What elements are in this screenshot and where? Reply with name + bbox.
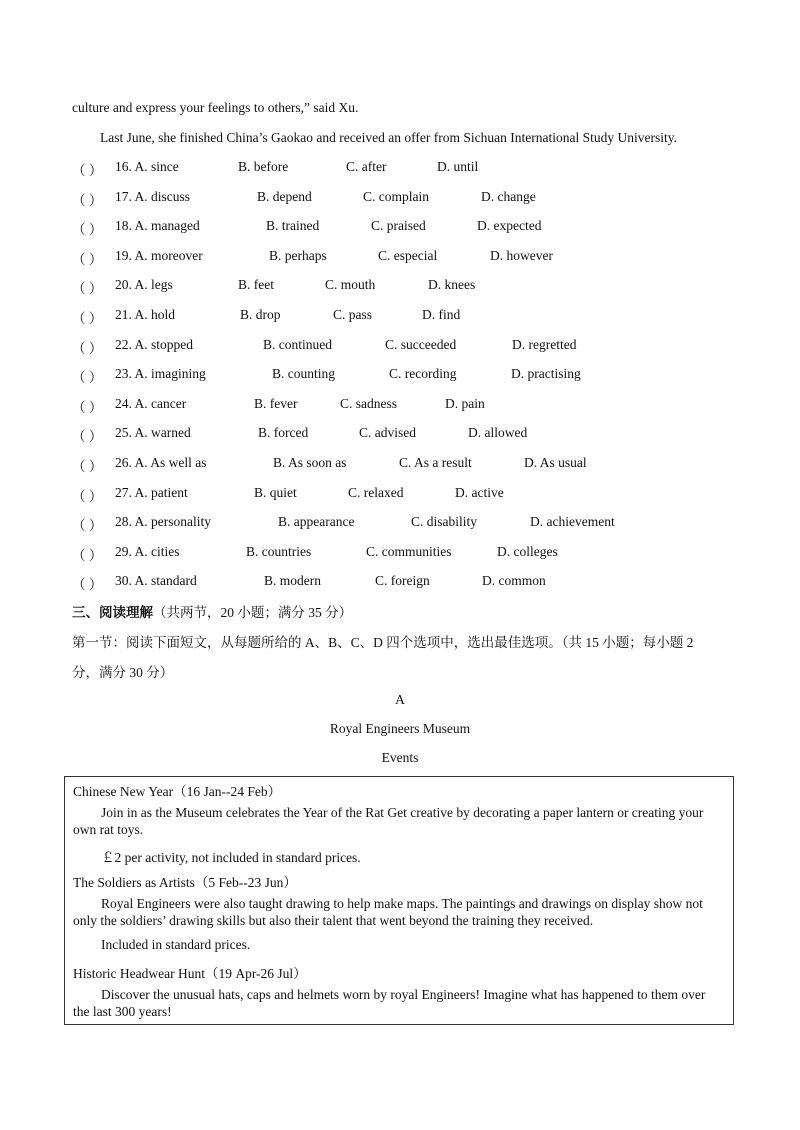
answer-blank[interactable]: （ ） (72, 399, 103, 415)
option-a: 20. A. legs (115, 277, 173, 293)
option-c: C. foreign (375, 573, 430, 589)
question-row (0, 277, 800, 297)
option-a: 29. A. cities (115, 543, 180, 559)
option-b: B. quiet (254, 484, 297, 500)
option-d: D. practising (511, 366, 581, 382)
answer-blank[interactable]: （ ） (72, 281, 103, 297)
question-row (0, 573, 800, 593)
option-d: D. achievement (530, 514, 615, 530)
option-c: C. communities (366, 543, 452, 559)
option-b: B. feet (238, 277, 274, 293)
option-a: 25. A. warned (115, 425, 191, 441)
event-3-body: Discover the unusual hats, caps and helmets worn by royal Engineers! Imagine what has happened to them over the last 300 years! (73, 987, 706, 1019)
option-c: C. mouth (325, 277, 376, 293)
option-b: B. fever (254, 395, 298, 411)
question-row (0, 189, 800, 209)
option-d: D. find (422, 307, 461, 322)
option-b: B. counting (272, 366, 335, 382)
option-c: C. especial (378, 247, 438, 263)
answer-blank[interactable]: （ ） (72, 577, 103, 593)
option-c: C. praised (371, 218, 426, 234)
event-2-price: Included in standard prices. (101, 937, 251, 952)
event-3-title: Historic Headwear Hunt（19 Apr-26 Jul） (73, 966, 307, 981)
option-d: D. pain (445, 395, 485, 411)
option-d: D. active (455, 484, 504, 500)
option-a: 21. A. hold (115, 307, 176, 322)
option-d: D. As usual (524, 455, 587, 470)
event-1-title: Chinese New Year（16 Jan--24 Feb） (73, 784, 282, 799)
option-a: 27. A. patient (115, 484, 188, 500)
question-row (0, 366, 800, 386)
answer-blank[interactable]: （ ） (72, 518, 103, 534)
answer-blank[interactable]: （ ） (72, 311, 103, 326)
answer-blank[interactable]: （ ） (72, 251, 103, 267)
event-2-title: The Soldiers as Artists（5 Feb--23 Jun） (73, 875, 297, 890)
question-row (0, 425, 800, 445)
question-row (0, 307, 800, 327)
option-a: 26. A. As well as (115, 455, 207, 470)
option-b: B. depend (257, 188, 312, 204)
option-a: 28. A. personality (115, 514, 211, 530)
event-1-body: Join in as the Museum celebrates the Year of the Rat Get creative by decorating a paper lantern or creating your own rat toys. (73, 805, 704, 837)
section-title (72, 601, 352, 621)
section-title-note: （共两节，20 小题；满分 35 分） (153, 605, 353, 620)
answer-blank[interactable]: （ ） (72, 370, 103, 386)
passage-letter: A (395, 692, 405, 707)
question-row (0, 337, 800, 357)
option-c: C. after (346, 159, 387, 174)
option-c: C. complain (363, 188, 429, 204)
option-d: D. knees (428, 277, 476, 293)
section-instructions-1: 第一节：阅读下面短文，从每题所给的 A、B、C、D 四个选项中，选出最佳选项。（共 15 小题；每小题 2 (72, 635, 694, 650)
question-row (0, 159, 800, 179)
option-a: 23. A. imagining (115, 366, 206, 382)
option-a: 22. A. stopped (115, 336, 194, 352)
option-b: B. trained (266, 218, 320, 234)
option-b: B. modern (264, 573, 321, 589)
option-b: B. forced (258, 425, 309, 441)
option-b: B. drop (240, 307, 281, 322)
answer-blank[interactable]: （ ） (72, 429, 103, 445)
question-row (0, 485, 800, 505)
option-c: C. relaxed (348, 484, 404, 500)
option-b: B. perhaps (269, 247, 327, 263)
event-2-body: Royal Engineers were also taught drawing to help make maps. The paintings and drawings on display show not only the soldiers’ drawing skills but also their talent that went beyond the training they received. (73, 896, 703, 928)
option-c: C. advised (359, 425, 416, 441)
option-d: D. however (490, 247, 553, 263)
option-d: D. allowed (468, 425, 528, 441)
option-d: D. expected (477, 218, 542, 234)
option-a: 24. A. cancer (115, 395, 187, 411)
answer-blank[interactable]: （ ） (72, 163, 103, 178)
answer-blank[interactable]: （ ） (72, 340, 103, 356)
intro-line-2: Last June, she finished China’s Gaokao and received an offer from Sichuan International Study University. (100, 130, 677, 145)
option-b: B. appearance (278, 514, 355, 530)
event-1-price: ￡2 per activity, not included in standard prices. (101, 850, 361, 865)
passage-title: Royal Engineers Museum (329, 721, 471, 736)
answer-blank[interactable]: （ ） (72, 547, 103, 563)
option-d: D. colleges (497, 543, 558, 559)
option-a: 17. A. discuss (115, 188, 191, 204)
option-c: C. As a result (399, 455, 472, 470)
option-d: D. regretted (512, 336, 577, 352)
answer-blank[interactable]: （ ） (72, 488, 103, 504)
question-row (0, 514, 800, 534)
option-a: 16. A. since (115, 159, 179, 174)
option-d: D. change (481, 188, 536, 204)
option-b: B. countries (246, 543, 312, 559)
option-c: C. recording (389, 366, 457, 382)
option-a: 30. A. standard (115, 573, 197, 589)
answer-blank[interactable]: （ ） (72, 222, 103, 238)
option-d: D. common (482, 573, 546, 589)
events-box (64, 776, 734, 1025)
section-title-main: 三、阅读理解 (72, 605, 153, 620)
option-b: B. continued (263, 336, 332, 352)
intro-line-1: culture and express your feelings to others,” said Xu. (72, 100, 359, 115)
question-row (0, 544, 800, 564)
option-d: D. until (437, 159, 479, 174)
option-b: B. As soon as (273, 455, 347, 470)
question-row (0, 455, 800, 475)
question-row (0, 248, 800, 268)
option-b: B. before (238, 159, 289, 174)
section-instructions-2: 分，满分 30 分） (72, 665, 174, 680)
option-c: C. succeeded (385, 336, 457, 352)
option-c: C. pass (333, 307, 373, 322)
option-c: C. sadness (340, 395, 397, 411)
question-row (0, 396, 800, 416)
answer-blank[interactable]: （ ） (72, 192, 103, 208)
question-row (0, 218, 800, 238)
option-a: 19. A. moreover (115, 247, 203, 263)
option-c: C. disability (411, 514, 478, 530)
passage-subtitle: Events (381, 750, 419, 765)
option-a: 18. A. managed (115, 218, 200, 234)
answer-blank[interactable]: （ ） (72, 459, 103, 474)
